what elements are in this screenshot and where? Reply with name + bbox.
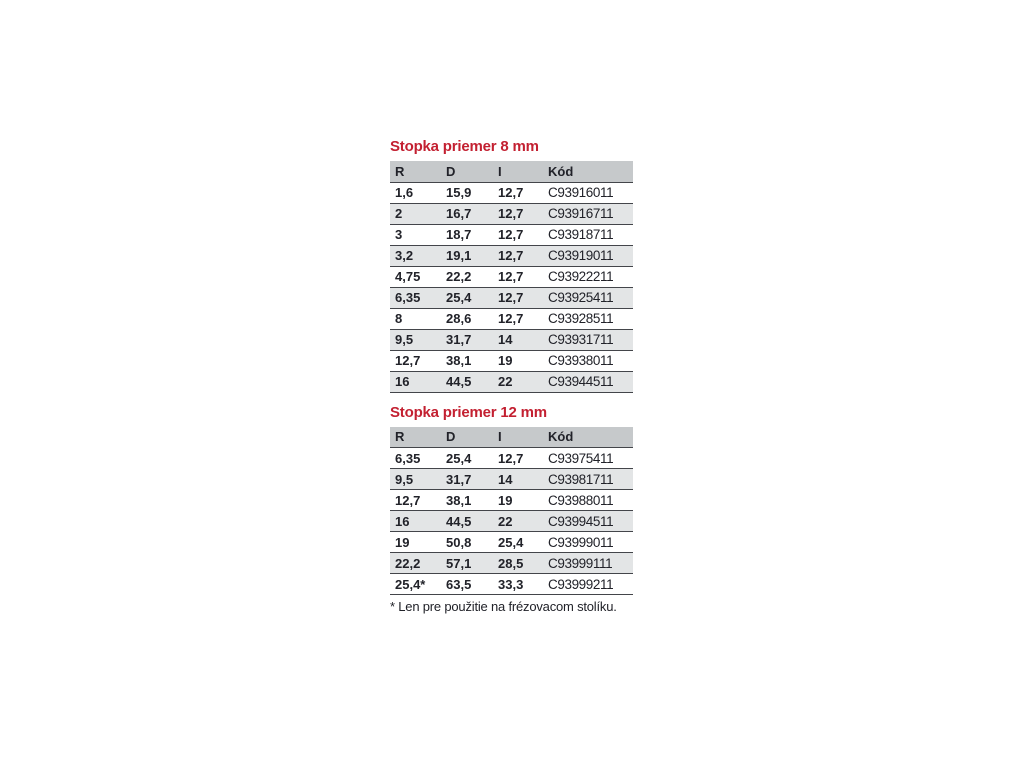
table-row bbox=[390, 469, 633, 490]
table-row bbox=[390, 329, 633, 350]
table-cell: 16 bbox=[390, 511, 441, 532]
table-cell: 38,1 bbox=[441, 490, 493, 511]
table-cell: 12,7 bbox=[493, 266, 543, 287]
table-cell: 19 bbox=[390, 532, 441, 553]
table-cell: 15,9 bbox=[441, 182, 493, 203]
table-cell: 22,2 bbox=[390, 553, 441, 574]
table-row bbox=[390, 448, 633, 469]
table-cell: 19,1 bbox=[441, 245, 493, 266]
table-cell: C93928511 bbox=[543, 308, 633, 329]
table-cell: 33,3 bbox=[493, 574, 543, 595]
table-cell: C93918711 bbox=[543, 224, 633, 245]
table-cell: 12,7 bbox=[493, 182, 543, 203]
table-cell: C93999011 bbox=[543, 532, 633, 553]
table-cell: 31,7 bbox=[441, 329, 493, 350]
table-cell: 12,7 bbox=[493, 448, 543, 469]
header-row bbox=[390, 161, 633, 182]
table-cell: 4,75 bbox=[390, 266, 441, 287]
column-header: R bbox=[390, 161, 441, 182]
table-title: Stopka priemer 8 mm bbox=[390, 138, 539, 155]
table-row bbox=[390, 245, 633, 266]
table-cell: C93988011 bbox=[543, 490, 633, 511]
table-cell: 3,2 bbox=[390, 245, 441, 266]
column-header: I bbox=[493, 427, 543, 448]
table-cell: C93999211 bbox=[543, 574, 633, 595]
table-row bbox=[390, 350, 633, 371]
table-cell: 25,4 bbox=[441, 448, 493, 469]
table-cell: 22 bbox=[493, 371, 543, 392]
table-cell: 25,4 bbox=[493, 532, 543, 553]
table-cell: 3 bbox=[390, 224, 441, 245]
table-cell: 22 bbox=[493, 511, 543, 532]
table-cell: 16 bbox=[390, 371, 441, 392]
table-row bbox=[390, 371, 633, 392]
table-cell: 63,5 bbox=[441, 574, 493, 595]
table-cell: 19 bbox=[493, 350, 543, 371]
table-row bbox=[390, 224, 633, 245]
table-cell: C93919011 bbox=[543, 245, 633, 266]
table-cell: 14 bbox=[493, 329, 543, 350]
table-cell: C93931711 bbox=[543, 329, 633, 350]
table-section bbox=[390, 138, 633, 393]
table-cell: 57,1 bbox=[441, 553, 493, 574]
table-title: Stopka priemer 12 mm bbox=[390, 403, 547, 421]
header-row bbox=[390, 427, 633, 448]
table-cell: 12,7 bbox=[493, 203, 543, 224]
column-header: R bbox=[390, 427, 441, 448]
table-cell: 12,7 bbox=[493, 287, 543, 308]
table-row bbox=[390, 308, 633, 329]
table-cell: 44,5 bbox=[441, 511, 493, 532]
catalog-tables-container bbox=[390, 138, 633, 614]
table-cell: 9,5 bbox=[390, 329, 441, 350]
table-cell: 28,5 bbox=[493, 553, 543, 574]
table-cell: 12,7 bbox=[493, 308, 543, 329]
table-row bbox=[390, 511, 633, 532]
table-cell: 44,5 bbox=[441, 371, 493, 392]
table-cell: C93938011 bbox=[543, 350, 633, 371]
table-row bbox=[390, 553, 633, 574]
table-cell: 6,35 bbox=[390, 448, 441, 469]
table-cell: 50,8 bbox=[441, 532, 493, 553]
table-cell: 12,7 bbox=[390, 350, 441, 371]
table-cell: C93944511 bbox=[543, 371, 633, 392]
table-cell: 8 bbox=[390, 308, 441, 329]
table-cell: 31,7 bbox=[441, 469, 493, 490]
table-row bbox=[390, 182, 633, 203]
table-cell: 1,6 bbox=[390, 182, 441, 203]
column-header: Kód bbox=[543, 427, 633, 448]
table-cell: 25,4* bbox=[390, 574, 441, 595]
table-cell: 25,4 bbox=[441, 287, 493, 308]
table-cell: 28,6 bbox=[441, 308, 493, 329]
table-cell: C93981711 bbox=[543, 469, 633, 490]
table-cell: 22,2 bbox=[441, 266, 493, 287]
column-header: Kód bbox=[543, 161, 633, 182]
table-cell: 16,7 bbox=[441, 203, 493, 224]
table-row bbox=[390, 532, 633, 553]
table-cell: C93916711 bbox=[543, 203, 633, 224]
table-cell: 18,7 bbox=[441, 224, 493, 245]
table-cell: C93994511 bbox=[543, 511, 633, 532]
table-cell: 19 bbox=[493, 490, 543, 511]
column-header: D bbox=[441, 161, 493, 182]
table-cell: C93922211 bbox=[543, 266, 633, 287]
table-row bbox=[390, 203, 633, 224]
data-table bbox=[390, 161, 633, 393]
table-row bbox=[390, 490, 633, 511]
table-cell: 14 bbox=[493, 469, 543, 490]
table-cell: C93925411 bbox=[543, 287, 633, 308]
data-table bbox=[390, 427, 633, 596]
column-header: I bbox=[493, 161, 543, 182]
table-cell: C93999111 bbox=[543, 553, 633, 574]
table-cell: 9,5 bbox=[390, 469, 441, 490]
table-row bbox=[390, 574, 633, 595]
table-cell: 6,35 bbox=[390, 287, 441, 308]
table-footnote: * Len pre použitie na frézovacom stolíku. bbox=[390, 599, 617, 614]
table-row bbox=[390, 266, 633, 287]
table-cell: 2 bbox=[390, 203, 441, 224]
table-cell: 12,7 bbox=[390, 490, 441, 511]
table-cell: C93916011 bbox=[543, 182, 633, 203]
table-cell: 38,1 bbox=[441, 350, 493, 371]
column-header: D bbox=[441, 427, 493, 448]
table-cell: C93975411 bbox=[543, 448, 633, 469]
tables-container bbox=[390, 138, 633, 595]
table-row bbox=[390, 287, 633, 308]
table-cell: 12,7 bbox=[493, 224, 543, 245]
table-section bbox=[390, 404, 633, 596]
table-cell: 12,7 bbox=[493, 245, 543, 266]
